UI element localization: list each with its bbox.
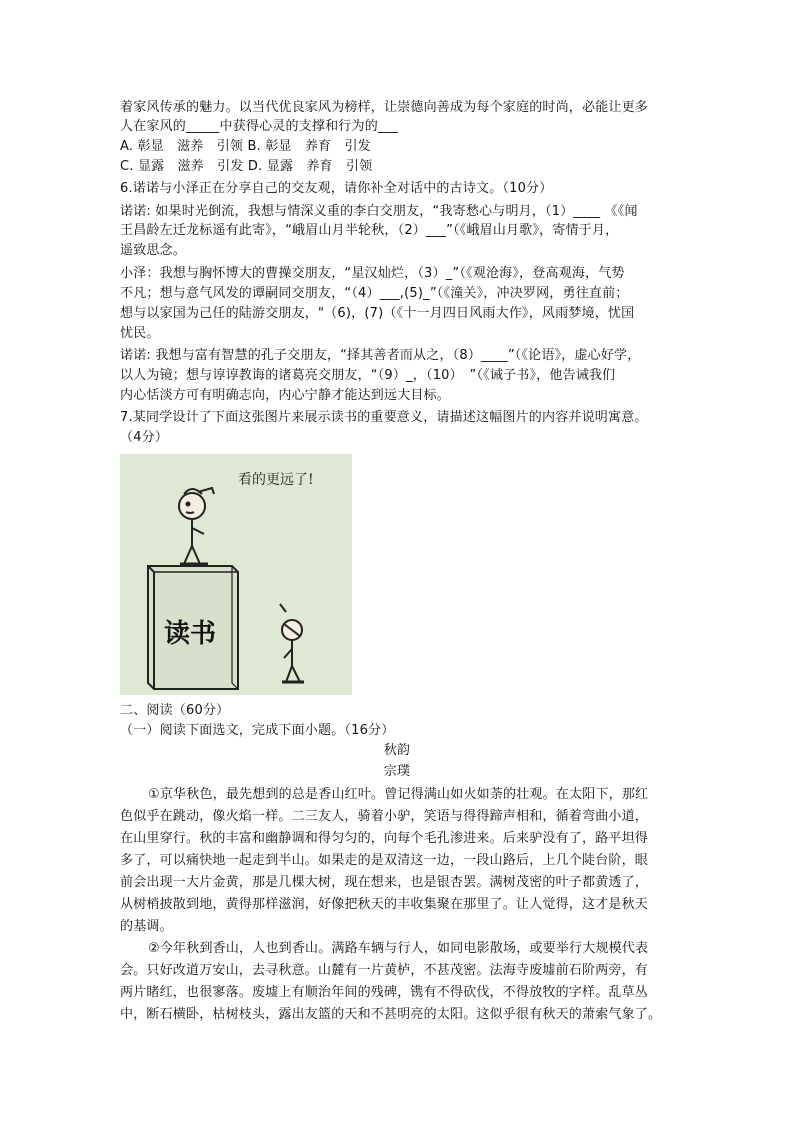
speech-text: 看的更远了!	[238, 472, 314, 488]
text-line: 王昌龄左迁龙标遥有此寄》，“峨眉山月半轮秋，（2）___”（《峨眉山月歌》，寄情于月，	[120, 223, 619, 238]
paragraph-line: ②今年秋到香山，人也到香山。满路车辆与行人，如同电影散场，或要举行大规模代表	[148, 941, 649, 956]
option-line: C. 显露 滋养 引发 D. 显露 养育 引领	[120, 159, 373, 174]
paragraph-line: 中，断石横卧，枯树枝头，露出友篮的天和不甚明亮的太阳。这似乎很有秋天的萧索气象了。	[120, 1007, 662, 1022]
small-man-figure	[280, 604, 304, 682]
paragraph-line: 两片睹红，也很寥落。废墟上有顺治年间的残碑，镌有不得砍伐，不得放牧的字样。乱草丛	[120, 985, 649, 1000]
text-line: 不凡；想与意气风发的谭嗣同交朋友，“（4）___,(5)_”（《潼关》，冲决罗网，勇往直前；	[120, 286, 629, 301]
text-line: （4分）	[120, 430, 169, 445]
section-subheading: （一）阅读下面选文，完成下面小题。（16分）	[120, 723, 395, 738]
text-line: 小泽：我想与胸怀博大的曹操交朋友，“星汉灿烂，（3）_”（《观沧海》，登高观海，气势	[120, 266, 625, 281]
paragraph-line: 前会出现一大片金黄，那是几棵大树，现在想来，也是银杏罢。满树茂密的叶子都黄透了，	[120, 875, 649, 890]
option-line: A. 彰显 滋养 引领 B. 彰显 养育 引发	[120, 139, 371, 154]
paragraph-line: 多了，可以痛快地一起走到半山。如果走的是双清这一边，一段山路后，上几个陡台阶，眼	[120, 853, 649, 868]
text-line: 以人为镜；想与谆谆教诲的诸葛亮交朋友，“（9）_，（10） ”（《诫子书》，他告诫我们	[120, 368, 616, 383]
text-line: 忧民。	[120, 326, 160, 341]
reading-cartoon-image	[120, 454, 352, 695]
paragraph-line: 的基调。	[120, 919, 173, 934]
text-line: 诺诺: 如果时光倒流，我想与情深义重的李白交朋友，“我寄愁心与明月，（1）____ 《《闻	[120, 204, 638, 219]
paragraph-line: 色似乎在跳动，像火焰一样。二三友人，骑着小驴，笑语与得得蹄声相和，循着弯曲小道，	[120, 809, 649, 824]
text-line: 内心恬淡方可有明确志向，内心宁静才能达到远大目标。	[120, 388, 451, 403]
article-title: 秋韵	[383, 743, 411, 758]
paragraph-line: 在山里穿行。秋的丰富和幽静调和得匀匀的，向每个毛孔渗进来。后来驴没有了，路平坦得	[120, 831, 649, 846]
question-7: 7.某同学设计了下面这张图片来展示读书的重要意义，请描述这幅图片的内容并说明寓意。	[120, 410, 648, 425]
paragraph-line: 会。只好改道万安山，去寻秋意。山麓有一片黄栌，不甚茂密。法海寺废墟前石阶两旁，有	[120, 963, 649, 978]
text-line: 想与以家国为己任的陆游交朋友，"（6)，(7)（《十一月四日风雨大作》，风雨梦境，忧国	[120, 306, 635, 321]
book-title: 读书	[164, 619, 217, 649]
book-illustration	[148, 566, 238, 689]
text-line: 遥致思念。	[120, 243, 187, 258]
text-line: 着家风传承的魅力。以当代优良家风为榜样，让崇德向善成为每个家庭的时尚，必能让更多	[120, 100, 649, 115]
question-6: 6.诺诺与小泽正在分享自己的交友观，请你补全对话中的古诗文。（10分）	[120, 181, 553, 196]
section-heading: 二、阅读（60分）	[120, 703, 230, 718]
paragraph-line: 从树梢披散到地，黄得那样滋润，好像把秋天的丰收集聚在那里了。让人觉得，这才是秋天	[120, 897, 649, 912]
paragraph-line: ①京华秋色，最先想到的总是香山红叶。曾记得满山如火如荼的壮观。在太阳下，那红	[148, 787, 649, 802]
article-author: 宗璞	[383, 764, 411, 779]
man-on-book-figure	[179, 488, 214, 564]
text-line: 诺诺: 我想与富有智慧的孔子交朋友，“择其善者而从之，（8）____”（《论语》，虚心好学，	[120, 348, 641, 363]
text-line: 人在家风的_____中获得心灵的支撑和行为的___	[120, 119, 399, 134]
